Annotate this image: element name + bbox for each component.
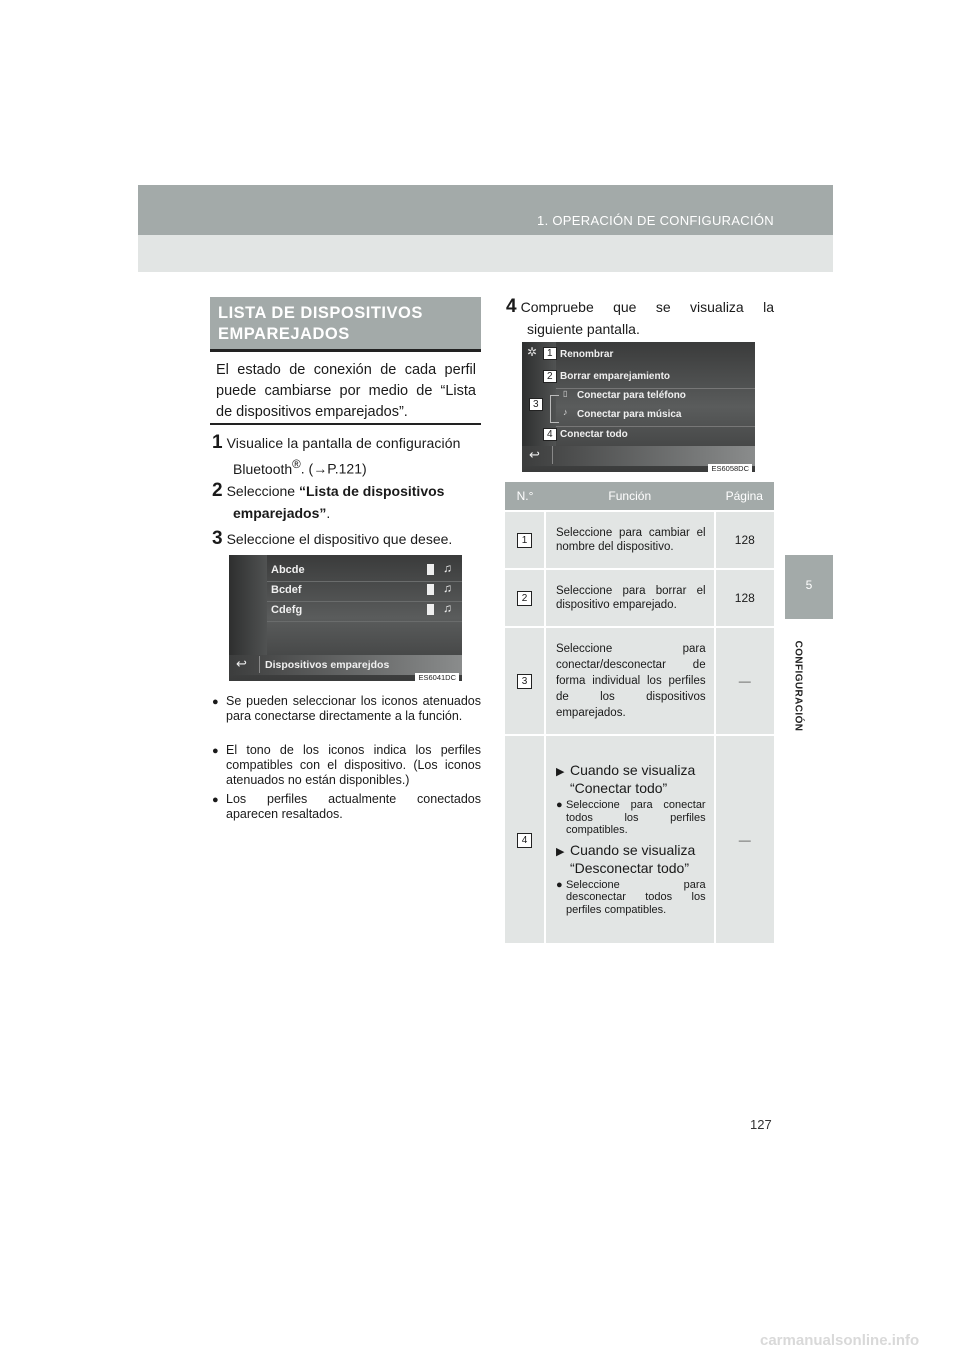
connect-all-option[interactable]: Conectar todo bbox=[560, 429, 628, 440]
device-row[interactable] bbox=[267, 601, 462, 622]
triangle-right-icon: ▶ bbox=[555, 766, 565, 778]
return-arrow-icon: ↩ bbox=[236, 656, 247, 671]
callout-3: 3 bbox=[529, 398, 543, 411]
col-header-function: Función bbox=[545, 482, 715, 511]
delete-pairing-option[interactable]: Borrar emparejamiento bbox=[560, 371, 671, 382]
image-code: ES6058DC bbox=[708, 464, 752, 473]
chapter-number: 5 bbox=[805, 578, 813, 592]
arrow-icon: → bbox=[313, 460, 328, 477]
section-rule bbox=[210, 423, 481, 425]
bullet-item bbox=[212, 792, 481, 822]
music-icon: ♫ bbox=[443, 561, 452, 575]
step-menu-label: “Lista de dispositivos bbox=[298, 483, 445, 499]
step-1 bbox=[212, 432, 482, 480]
step-number: 4 bbox=[506, 296, 517, 317]
bullet-item bbox=[212, 743, 481, 788]
bullet-icon: ● bbox=[555, 799, 563, 811]
sub-bullet bbox=[556, 799, 706, 837]
registered-mark: ® bbox=[292, 458, 301, 471]
bullet-item bbox=[212, 694, 481, 724]
col-header-number: N.° bbox=[505, 482, 545, 511]
section-description bbox=[216, 360, 476, 423]
bullet-text: El tono de los iconos indica los perfiles compatibles con el dispositivo. (Los iconos atenuados no están disponibles.) bbox=[226, 743, 481, 787]
back-button[interactable] bbox=[522, 446, 553, 464]
site-watermark: carmanualsonline.info bbox=[760, 1332, 920, 1349]
sub-bullet-text: Seleccione para conectar todos los perfiles compatibles. bbox=[565, 799, 706, 836]
table-row bbox=[505, 511, 774, 569]
section-title bbox=[218, 303, 478, 345]
table-row bbox=[505, 627, 774, 735]
sub-heading bbox=[556, 761, 706, 797]
page-number: 127 bbox=[750, 1117, 772, 1132]
screen-title: Dispositivos emparejdos bbox=[265, 659, 390, 671]
rename-option[interactable]: Renombrar bbox=[560, 349, 614, 360]
step-number: 1 bbox=[212, 432, 223, 453]
step-text: Compruebe que se visualiza la bbox=[520, 299, 774, 315]
function-table bbox=[505, 482, 774, 943]
sub-heading bbox=[556, 841, 706, 877]
music-icon: ♫ bbox=[443, 581, 452, 595]
row-number-box: 4 bbox=[517, 833, 532, 848]
device-row[interactable] bbox=[267, 561, 462, 582]
description-line: de dispositivos emparejados”. bbox=[216, 404, 408, 420]
step-text: siguiente pantalla. bbox=[527, 321, 640, 337]
device-name: Abcde bbox=[271, 564, 305, 576]
step-4 bbox=[506, 296, 774, 340]
page-ref: 128 bbox=[715, 569, 774, 627]
row-number-box: 1 bbox=[517, 533, 532, 548]
device-name: Bcdef bbox=[271, 584, 302, 596]
bullet-icon: ● bbox=[212, 745, 219, 757]
bullet-icon: ● bbox=[555, 878, 563, 891]
callout-1: 1 bbox=[543, 347, 557, 360]
phone-icon bbox=[427, 584, 434, 595]
phone-icon: ▯ bbox=[563, 389, 568, 398]
chapter-header-title: 1. OPERACIÓN DE CONFIGURACIÓN bbox=[537, 213, 774, 228]
section-title-line: LISTA DE DISPOSITIVOS bbox=[218, 304, 423, 322]
step-text: . bbox=[326, 505, 331, 521]
callout-2: 2 bbox=[543, 370, 557, 383]
callout-4: 4 bbox=[543, 428, 557, 441]
sub-bullet-text: Seleccione para desconectar todos los perfiles compatibles. bbox=[565, 878, 706, 916]
bullet-icon: ● bbox=[212, 696, 219, 708]
step-text: Bluetooth bbox=[233, 460, 293, 477]
step-menu-label: emparejados” bbox=[233, 505, 327, 521]
step-number: 3 bbox=[212, 528, 223, 549]
page-ref: 128 bbox=[715, 511, 774, 569]
music-icon: ♫ bbox=[443, 601, 452, 615]
chapter-label-text: CONFIGURACIÓN bbox=[792, 640, 804, 731]
paired-devices-screen bbox=[229, 555, 462, 681]
row-number-box: 2 bbox=[517, 591, 532, 606]
function-text: Seleccione para cambiar el nombre del dispositivo. bbox=[555, 526, 706, 553]
col-header-page: Página bbox=[715, 482, 774, 511]
description-line: puede cambiarse por medio de “Lista bbox=[216, 383, 476, 399]
step-text: Seleccione bbox=[226, 483, 299, 499]
description-line: El estado de conexión de cada perfil bbox=[216, 362, 476, 378]
step-text: Visualice la pantalla de configuración bbox=[226, 435, 461, 451]
table-row bbox=[505, 569, 774, 627]
function-text: Seleccione para conectar/desconectar de forma individual los perfiles de los dispositivos emparejados. bbox=[555, 643, 706, 719]
page-ref: — bbox=[715, 735, 774, 943]
step-number: 2 bbox=[212, 480, 223, 501]
page-reference: P.121) bbox=[327, 460, 367, 477]
music-icon: ♪ bbox=[563, 407, 568, 417]
image-code: ES6041DC bbox=[415, 673, 459, 682]
back-button[interactable] bbox=[229, 656, 260, 673]
table-row bbox=[505, 735, 774, 943]
sub-heading-text: Cuando se visualiza “Desconectar todo” bbox=[569, 841, 696, 876]
bullet-icon: ● bbox=[212, 794, 219, 806]
section-title-line: EMPAREJADOS bbox=[218, 325, 350, 343]
bullet-text: Los perfiles actualmente conectados aparecen resaltados. bbox=[226, 792, 481, 821]
chapter-label bbox=[787, 628, 809, 743]
device-name: Cdefg bbox=[271, 604, 303, 616]
step-text: . ( bbox=[300, 460, 314, 477]
step-3 bbox=[212, 528, 487, 550]
function-text: Seleccione para borrar el dispositivo emparejado. bbox=[555, 584, 706, 611]
connect-phone-option[interactable]: Conectar para teléfono bbox=[577, 390, 686, 401]
header-subband bbox=[138, 235, 833, 272]
device-options-screen bbox=[522, 342, 755, 472]
bluetooth-settings-icon: ✲ bbox=[527, 345, 538, 359]
sub-bullet bbox=[556, 879, 706, 917]
row-number-box: 3 bbox=[517, 674, 532, 689]
step-2 bbox=[212, 480, 482, 524]
phone-icon bbox=[427, 604, 434, 615]
triangle-right-icon: ▶ bbox=[555, 845, 565, 858]
phone-icon bbox=[427, 564, 434, 575]
sub-heading-text: Cuando se visualiza “Conectar todo” bbox=[569, 762, 696, 796]
device-row[interactable] bbox=[267, 581, 462, 602]
bullet-text: Se pueden seleccionar los iconos atenuados para conectarse directamente a la función. bbox=[226, 694, 481, 723]
step-text: Seleccione el dispositivo que desee. bbox=[226, 531, 453, 547]
page-ref: — bbox=[715, 627, 774, 735]
return-arrow-icon: ↩ bbox=[529, 447, 540, 462]
connect-music-option[interactable]: Conectar para música bbox=[577, 409, 682, 420]
